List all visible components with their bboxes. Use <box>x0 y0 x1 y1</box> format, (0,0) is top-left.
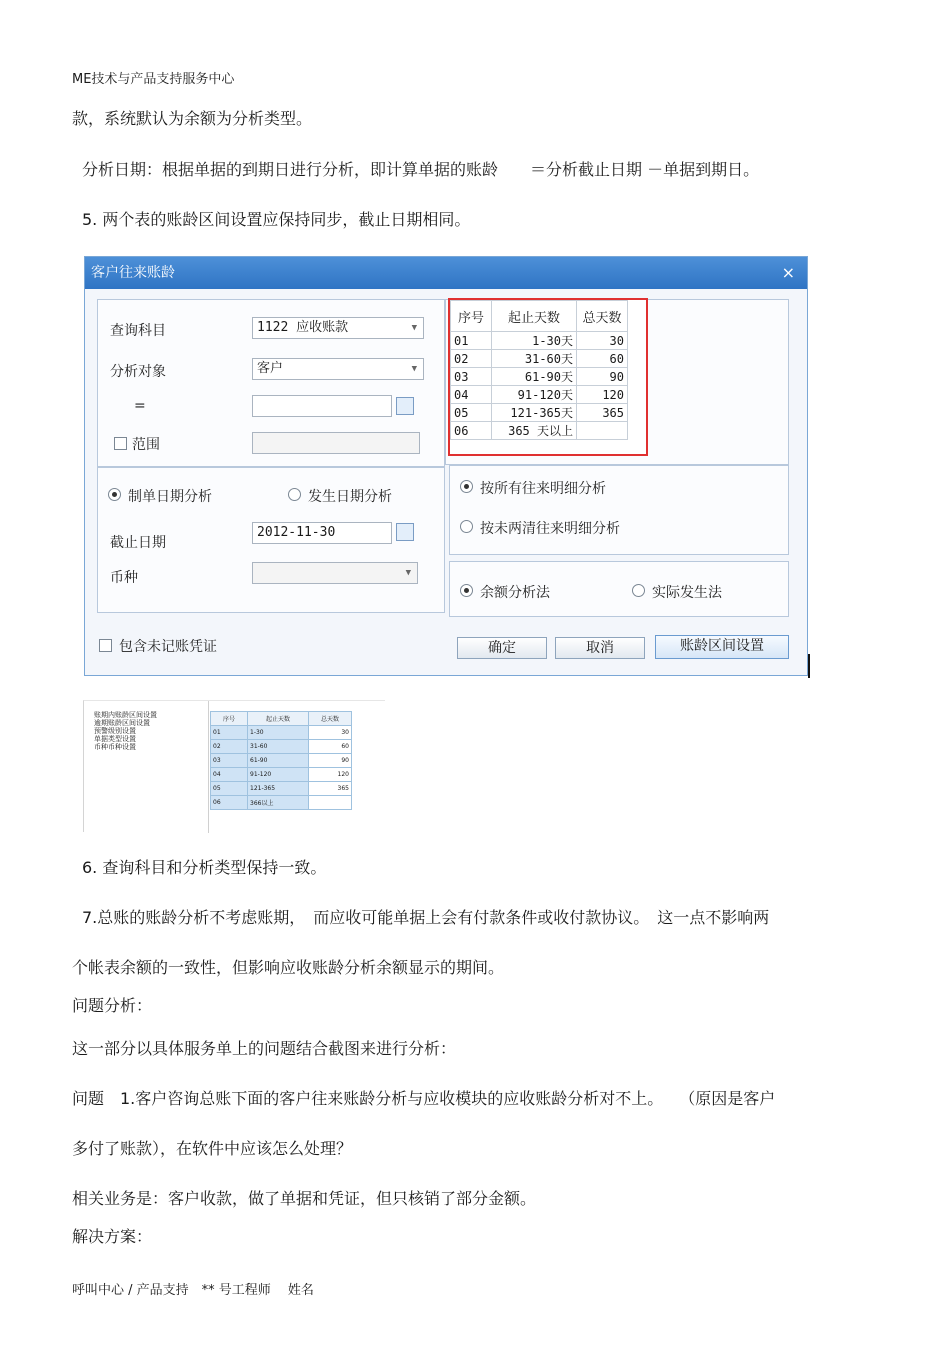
column-header: 起止天数 <box>248 712 309 726</box>
radio-all-detail-label: 按所有往来明细分析 <box>480 481 606 497</box>
cell: 05 <box>211 782 248 796</box>
paragraph-related-business: 相关业务是：客户收款，做了单据和凭证，但只核销了部分金额。 <box>72 1189 537 1208</box>
paragraph-item-6: 6. 查询科目和分析类型保持一致。 <box>82 858 327 877</box>
cell: 121-365 <box>248 782 309 796</box>
radio-create-date-label: 制单日期分析 <box>128 489 212 505</box>
cell <box>577 422 628 440</box>
include-unposted-label: 包含未记账凭证 <box>119 639 217 655</box>
dialog-title: 客户往来账龄 <box>85 257 807 289</box>
object-value: 客户 <box>257 361 284 376</box>
date-group <box>97 467 445 613</box>
cell: 365 <box>309 782 352 796</box>
cell: 91-120 <box>248 768 309 782</box>
cell: 121-365天 <box>492 404 577 422</box>
tree-item[interactable]: 预警级别设置 <box>94 727 136 735</box>
cell: 365 <box>577 404 628 422</box>
equals-label: = <box>134 398 146 414</box>
table-row[interactable] <box>451 404 628 422</box>
column-header: 总天数 <box>577 301 628 332</box>
cell: 60 <box>309 740 352 754</box>
table-row[interactable] <box>211 740 352 754</box>
column-header: 序号 <box>451 301 492 332</box>
chevron-down-icon: ▼ <box>411 364 417 374</box>
aging-interval-table <box>450 300 628 440</box>
paragraph-item-5: 5. 两个表的账龄区间设置应保持同步，截止日期相同。 <box>82 210 471 229</box>
currency-label: 币种 <box>110 570 138 586</box>
range-input[interactable] <box>252 432 420 454</box>
paragraph-analysis-date: 分析日期：根据单据的到期日进行分析，即计算单据的账龄 ＝分析截止日期 －单据到期日。 <box>82 160 760 179</box>
interval-settings-screenshot <box>83 700 385 832</box>
divider <box>208 701 209 833</box>
radio-occur-date-label: 发生日期分析 <box>308 489 392 505</box>
page-footer: 呼叫中心 / 产品支持 ** 号工程师 姓名 <box>72 1283 314 1298</box>
detail-group <box>449 465 789 555</box>
include-unposted-checkbox[interactable] <box>99 639 112 652</box>
cell: 06 <box>451 422 492 440</box>
paragraph-item-7-line2: 个帐表余额的一致性，但影响应收账龄分析余额显示的期间。 <box>72 958 505 977</box>
radio-unpaired-detail-label: 按未两清往来明细分析 <box>480 521 620 537</box>
cell: 120 <box>309 768 352 782</box>
cell: 03 <box>451 368 492 386</box>
chevron-down-icon: ▼ <box>405 568 411 578</box>
column-header: 起止天数 <box>492 301 577 332</box>
object-label: 分析对象 <box>110 364 166 380</box>
method-group <box>449 561 789 617</box>
radio-unpaired-detail[interactable] <box>460 520 473 533</box>
aging-dialog <box>84 256 808 676</box>
highlight-box <box>448 298 648 456</box>
cell: 61-90 <box>248 754 309 768</box>
cell: 60 <box>577 350 628 368</box>
cell: 30 <box>309 726 352 740</box>
tree-item[interactable]: 逾期账龄区间设置 <box>94 719 150 727</box>
mini-interval-table <box>210 711 352 810</box>
interval-group <box>445 299 789 465</box>
cell: 61-90天 <box>492 368 577 386</box>
calendar-icon[interactable] <box>396 523 414 541</box>
cell: 1-30天 <box>492 332 577 350</box>
cell: 05 <box>451 404 492 422</box>
cell: 1-30 <box>248 726 309 740</box>
cell: 91-120天 <box>492 386 577 404</box>
tree-item[interactable]: 账期内账龄区间设置 <box>94 711 157 719</box>
ok-button[interactable]: 确定 <box>457 637 547 659</box>
cell: 31-60 <box>248 740 309 754</box>
cell: 04 <box>211 768 248 782</box>
table-row[interactable] <box>451 332 628 350</box>
cell: 30 <box>577 332 628 350</box>
subject-value: 1122 应收账款 <box>257 320 349 335</box>
range-label: 范围 <box>132 437 160 453</box>
cell: 06 <box>211 796 248 810</box>
settings-tree <box>94 711 157 751</box>
table-row[interactable] <box>211 726 352 740</box>
table-row[interactable] <box>451 386 628 404</box>
cell <box>309 796 352 810</box>
table-row[interactable] <box>451 350 628 368</box>
tree-item[interactable]: 币种币种设置 <box>94 743 136 751</box>
lookup-icon[interactable] <box>396 397 414 415</box>
radio-actual-method[interactable] <box>632 584 645 597</box>
table-row[interactable] <box>211 768 352 782</box>
heading-problem-analysis: 问题分析： <box>72 996 153 1015</box>
column-header: 总天数 <box>309 712 352 726</box>
table-row[interactable] <box>451 422 628 440</box>
page-header: ME技术与产品支持服务中心 <box>72 72 235 87</box>
query-group <box>97 299 445 467</box>
paragraph-analysis-intro: 这一部分以具体服务单上的问题结合截图来进行分析： <box>72 1039 457 1058</box>
cancel-button[interactable]: 取消 <box>555 637 645 659</box>
paragraph-problem-1-line2: 多付了账款），在软件中应该怎么处理？ <box>72 1139 353 1158</box>
cutoff-date-value: 2012-11-30 <box>257 525 336 540</box>
table-row[interactable] <box>211 754 352 768</box>
close-icon[interactable]: × <box>781 263 795 282</box>
cell: 120 <box>577 386 628 404</box>
cell: 90 <box>309 754 352 768</box>
radio-create-date[interactable] <box>108 488 121 501</box>
range-checkbox[interactable] <box>114 437 127 450</box>
radio-all-detail[interactable] <box>460 480 473 493</box>
interval-settings-button[interactable]: 账龄区间设置 <box>655 635 789 659</box>
paragraph-problem-1-line1: 问题 1.客户咨询总账下面的客户往来账龄分析与应收模块的应收账龄分析对不上。 （原因是客户 <box>72 1089 776 1108</box>
cell: 01 <box>451 332 492 350</box>
table-row[interactable] <box>451 368 628 386</box>
radio-actual-label: 实际发生法 <box>652 585 722 601</box>
cell: 01 <box>211 726 248 740</box>
cutoff-label: 截止日期 <box>110 535 166 551</box>
object-input[interactable] <box>252 395 392 417</box>
cell: 03 <box>211 754 248 768</box>
paragraph-item-7-line1: 7.总账的账龄分析不考虑账期， 而应收可能单据上会有付款条件或收付款协议。 这一点不影响两 <box>82 908 770 927</box>
cell: 365 天以上 <box>492 422 577 440</box>
currency-select[interactable] <box>252 562 418 584</box>
radio-balance-label: 余额分析法 <box>480 585 550 601</box>
cutoff-date-input[interactable] <box>252 522 392 544</box>
cell: 366以上 <box>248 796 309 810</box>
object-select[interactable] <box>252 358 424 380</box>
chevron-down-icon: ▼ <box>411 323 417 333</box>
paragraph-1: 款，系统默认为余额为分析类型。 <box>72 109 313 128</box>
cell: 31-60天 <box>492 350 577 368</box>
cursor-bar <box>808 654 810 678</box>
heading-solution: 解决方案： <box>72 1227 153 1246</box>
cell: 04 <box>451 386 492 404</box>
radio-balance-method[interactable] <box>460 584 473 597</box>
subject-select[interactable] <box>252 317 424 339</box>
radio-occur-date[interactable] <box>288 488 301 501</box>
cell: 02 <box>211 740 248 754</box>
cell: 90 <box>577 368 628 386</box>
column-header: 序号 <box>211 712 248 726</box>
subject-label: 查询科目 <box>110 323 166 339</box>
table-row[interactable] <box>211 782 352 796</box>
table-row[interactable] <box>211 796 352 810</box>
cell: 02 <box>451 350 492 368</box>
tree-item[interactable]: 单据类型设置 <box>94 735 136 743</box>
